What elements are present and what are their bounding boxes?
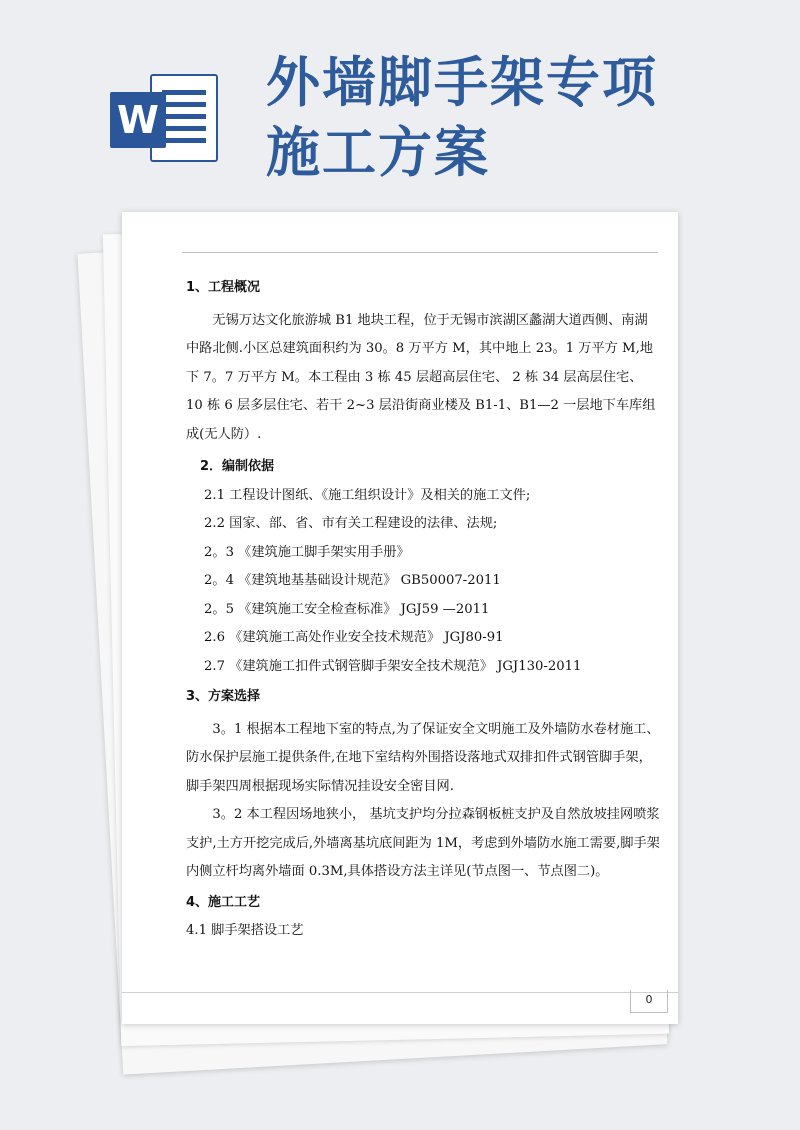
list-item: 2.7 《建筑施工扣件式钢管脚手架安全技术规范》 JGJ130-2011 xyxy=(204,658,582,674)
doc-line xyxy=(162,90,206,95)
list-item: 2。5 《建筑施工安全检查标准》 JGJ59 —2011 xyxy=(204,601,490,617)
word-logo-icon xyxy=(110,66,222,166)
list-item: 4.1 脚手架搭设工艺 xyxy=(186,923,304,938)
section-heading: 3、方案选择 xyxy=(186,689,261,704)
footer-rule xyxy=(122,992,678,993)
doc-line xyxy=(162,126,206,131)
document-page xyxy=(122,212,678,1024)
doc-line xyxy=(162,138,206,143)
word-w-badge: W xyxy=(110,92,166,148)
header-rule xyxy=(182,252,658,253)
paragraph: 3。1 根据本工程地下室的特点,为了保证安全文明施工及外墙防水卷材施工、防水保护层施工提供条件,在地下室结构外围搭设落地式双排扣件式钢管脚手架，脚手架四周根据现场实际情况挂设安全密目网. xyxy=(186,721,660,794)
list-item: 2.6 《建筑施工高处作业安全技术规范》 JGJ80-91 xyxy=(204,630,504,645)
doc-line xyxy=(162,114,206,119)
list-item: 2。3 《建筑施工脚手架实用手册》 xyxy=(204,544,410,560)
section-heading: 4、施工工艺 xyxy=(186,894,261,910)
list-item: 2.2 国家、部、省、市有关工程建设的法律、法规; xyxy=(204,516,498,531)
paragraph: 无锡万达文化旅游城 B1 地块工程，位于无锡市滨湖区蠡湖大道西侧、南湖中路北侧.小区总建筑面积约为 30。8 万平方 M，其中地上 23。1 万平方 M,地下 7。7 万平方 M。本工程由 3 栋 45 层超高层住宅、 2 栋 34 层高层住宅、 10 栋 6 层多层住宅、若干 2~3 层沿街商业楼及 B1-1、B1—2 一层地下车库组成(无人防）. xyxy=(186,312,656,442)
list-item: 2.1 工程设计图纸、《施工组织设计》及相关的施工文件; xyxy=(204,487,531,503)
paragraph: 3。2 本工程因场地狭小， 基坑支护均分拉森钢板桩支护及自然放坡挂网喷浆支护,土方开挖完成后,外墙离基坑底间距为 1M，考虑到外墙防水施工需要,脚手架内侧立杆均离外墙面 0.3M,具体搭设方法主详见(节点图一、节点图二)。 xyxy=(186,807,660,879)
document-body xyxy=(186,274,660,946)
section-heading: 2．编制依据 xyxy=(200,459,275,474)
list-item: 2。4 《建筑地基基础设计规范》 GB50007-2011 xyxy=(204,573,501,588)
section-heading: 1、工程概况 xyxy=(186,280,261,295)
page-title: 外墙脚手架专项施工方案 xyxy=(266,51,658,184)
page-number: 0 xyxy=(630,990,668,1013)
doc-line xyxy=(162,102,206,107)
